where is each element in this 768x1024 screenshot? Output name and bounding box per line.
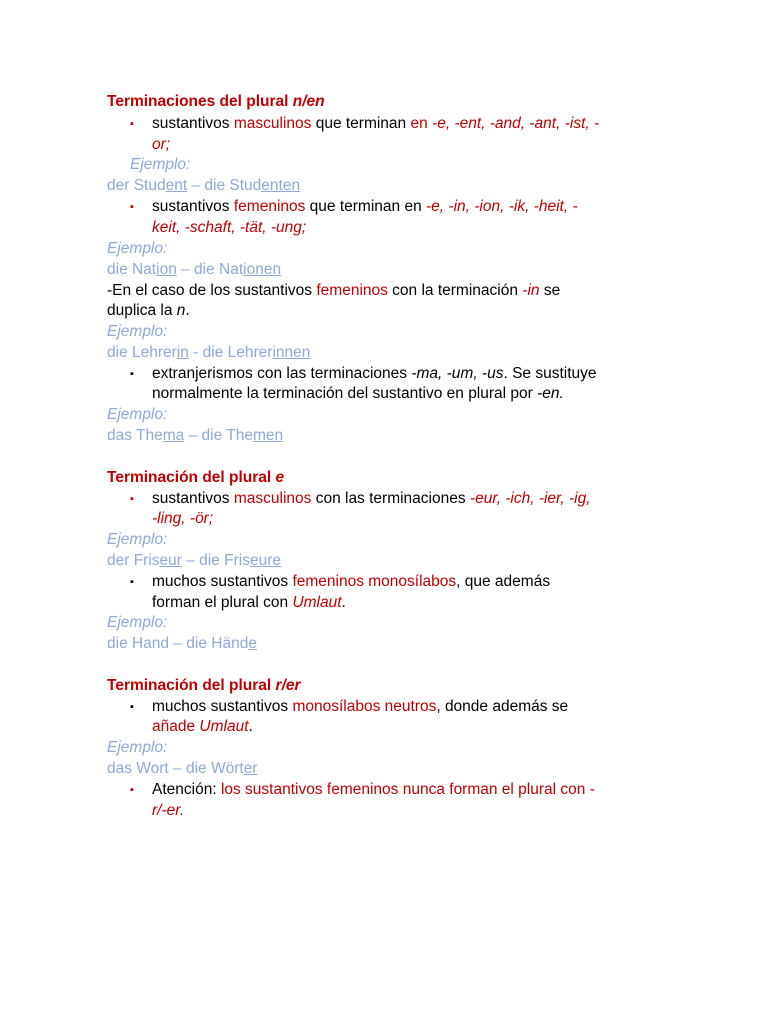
underlined-ending: eur (159, 552, 182, 569)
text: normalmente la terminación del sustantivo en plural por (152, 385, 538, 402)
underlined-ending: eure (250, 552, 282, 569)
text-red: femeninos (316, 282, 388, 299)
text: der Fris (107, 552, 160, 569)
text-red-italic: -in (522, 282, 540, 299)
heading-text: Terminaciones del plural (107, 93, 293, 110)
list-item-continuation: or; (152, 136, 171, 153)
example-label: Ejemplo: (107, 739, 168, 756)
underlined-ending: er (243, 760, 258, 777)
underlined-ending: innen (272, 344, 311, 361)
text-red: monosílabos neutros (292, 698, 437, 715)
list-item (152, 780, 595, 800)
text: , donde además se (436, 698, 569, 715)
text-italic: n (176, 302, 186, 319)
list-item (152, 489, 591, 509)
example-label: Ejemplo: (107, 531, 168, 548)
text: die Nat (107, 261, 157, 278)
text: . (341, 594, 346, 611)
text: das Wort – die Wört (107, 760, 244, 777)
text: – die Nat (176, 261, 244, 278)
underlined-ending: e (248, 635, 257, 652)
example-text (107, 343, 310, 363)
text-red: masculinos (233, 490, 312, 507)
heading-text: Terminación del plural (107, 469, 276, 486)
text-red: femeninos (233, 198, 306, 215)
text: se (539, 282, 561, 299)
list-item (152, 114, 599, 134)
text: forman el plural con (152, 594, 293, 611)
note-text (107, 281, 560, 301)
text: - die Lehrer (188, 344, 273, 361)
example-label: Ejemplo: (107, 323, 168, 340)
bullet-icon: ▪ (130, 118, 134, 130)
text: extranjerismos con las terminaciones (152, 365, 412, 382)
text: – die Fris (181, 552, 251, 569)
bullet-icon: ▪ (130, 701, 134, 713)
note-text-continuation (107, 301, 190, 321)
list-item-continuation: keit, -schaft, -tät, -ung; (152, 219, 307, 236)
example-text (107, 176, 300, 196)
text-red: femeninos monosílabos (292, 573, 457, 590)
text: die Lehrer (107, 344, 177, 361)
example-label: Ejemplo: (130, 156, 191, 173)
list-item-continuation (152, 717, 253, 737)
heading-italic: e (275, 469, 285, 486)
list-item (152, 572, 550, 592)
text-red-italic: -eur, -ich, -ier, -ig, (469, 490, 591, 507)
text-red: añade (152, 718, 200, 735)
text-red-italic: -e, -in, -ion, -ik, -heit, - (426, 198, 578, 215)
example-text (107, 260, 281, 280)
section-heading-r-er (107, 676, 301, 696)
text: die Hand – die Händ (107, 635, 249, 652)
section-heading-n-en (107, 92, 325, 112)
text: duplica la (107, 302, 177, 319)
text-red-italic: -e, -ent, -and, -ant, -ist, - (427, 115, 600, 132)
text: sustantivos (152, 115, 234, 132)
section-heading-e (107, 468, 284, 488)
underlined-ending: in (176, 344, 189, 361)
example-text (107, 634, 257, 654)
text: con las terminaciones (311, 490, 470, 507)
text: – die The (184, 427, 253, 444)
text-red: en (410, 115, 428, 132)
list-item (152, 364, 597, 384)
list-item (152, 197, 578, 217)
underlined-ending: ent (165, 177, 188, 194)
text: – die Stud (187, 177, 262, 194)
heading-italic: r/er (275, 677, 301, 694)
text-red: masculinos (233, 115, 312, 132)
text: . Se sustituye (503, 365, 597, 382)
text: muchos sustantivos (152, 573, 293, 590)
underlined-ending: men (252, 427, 284, 444)
list-item-continuation (152, 384, 564, 404)
text: -En el caso de los sustantivos (107, 282, 317, 299)
text: que terminan en (305, 198, 427, 215)
text: con la terminación (387, 282, 523, 299)
heading-text: Terminación del plural (107, 677, 276, 694)
example-text (107, 426, 283, 446)
text-red: los sustantivos femeninos nunca forman el plural con - (220, 781, 595, 798)
underlined-ending: ion (156, 261, 177, 278)
bullet-icon: ▪ (130, 784, 134, 796)
heading-italic: n/en (292, 93, 325, 110)
text: . (248, 718, 253, 735)
text: der Stud (107, 177, 166, 194)
bullet-icon: ▪ (130, 493, 134, 505)
bullet-icon: ▪ (130, 368, 134, 380)
text: que terminan (311, 115, 411, 132)
text: . (185, 302, 190, 319)
example-text (107, 551, 281, 571)
list-item-continuation: r/-er. (152, 802, 185, 819)
text: , que además (456, 573, 551, 590)
example-label: Ejemplo: (107, 240, 168, 257)
list-item (152, 697, 568, 717)
bullet-icon: ▪ (130, 576, 134, 588)
example-label: Ejemplo: (107, 614, 168, 631)
text: Atención: (152, 781, 221, 798)
example-text (107, 759, 257, 779)
underlined-ending: ionen (243, 261, 282, 278)
bullet-icon: ▪ (130, 201, 134, 213)
example-label: Ejemplo: (107, 406, 168, 423)
underlined-ending: ma (162, 427, 185, 444)
text-italic: -en. (537, 385, 564, 402)
text: sustantivos (152, 490, 234, 507)
text-red-italic: Umlaut (292, 594, 342, 611)
list-item-continuation (152, 593, 346, 613)
text: das The (107, 427, 163, 444)
text-italic: -ma, -um, -us (411, 365, 504, 382)
text: muchos sustantivos (152, 698, 293, 715)
text: sustantivos (152, 198, 234, 215)
text-red-italic: Umlaut (199, 718, 249, 735)
underlined-ending: enten (261, 177, 301, 194)
list-item-continuation: -ling, -ör; (152, 510, 214, 527)
